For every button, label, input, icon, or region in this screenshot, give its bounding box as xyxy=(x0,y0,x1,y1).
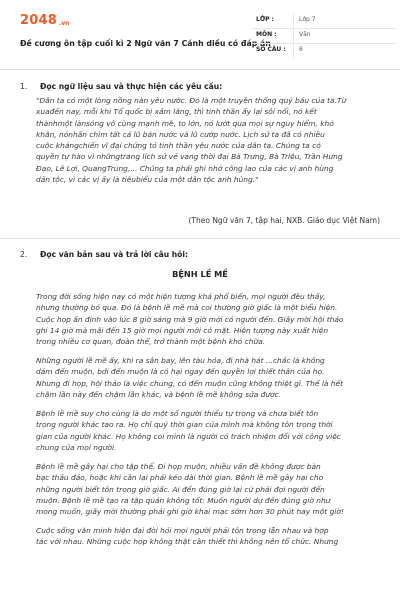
story-paragraph-3 xyxy=(36,408,381,453)
meta-key: MÔN : xyxy=(256,31,277,38)
passage-line: thànhmột lànsóng vô cùng mạnh mẽ, to lớn, nó lướt qua mọi sự nguy hiểm, khó xyxy=(36,118,334,128)
story-line: gian của người khác. Họ không coi mình là người có trách nhiệm đối với công việc xyxy=(36,431,341,441)
meta-row-class xyxy=(251,14,397,29)
passage-line: Đạo, Lê Lợi, QuangTrung,... Chúng ta phải ghi nhớ công lao của các vị anh hùng xyxy=(36,163,334,173)
meta-info-box xyxy=(251,14,397,58)
story-paragraph-5 xyxy=(36,525,381,548)
document-header xyxy=(18,14,382,62)
document-title: Đề cương ôn tập cuối kì 2 Ngữ văn 7 Cánh diều có đáp án xyxy=(20,39,271,48)
story-line: tác với nhau. Những cuộc họp không thật cần thiết thì không nên tổ chức. Nhưng xyxy=(36,537,339,547)
story-line: Bệnh lề mề suy cho cùng là do một số người thiếu tự trọng và chưa biết tôn xyxy=(36,409,319,418)
logo-text: 2048 xyxy=(20,13,57,28)
story-line: những người biết tôn trọng giờ giấc. Ai đến đúng giờ lại cứ phải đợi người đến xyxy=(36,484,325,494)
story-line: Nhưng đi họp, hội thảo là việc chung, có đến muộn cũng không thiệt gì. Thế là hết xyxy=(36,378,344,388)
story-line: Cuộc họp ấn định vào lúc 8 giờ sáng mà 9 giờ mới có người đến. Giấy mời hội thảo xyxy=(36,314,344,324)
header-divider xyxy=(0,69,400,70)
meta-row-question-count xyxy=(251,44,397,58)
story-line: chung của mọi người. xyxy=(36,442,117,452)
story-line: mong muốn, giấy mời thường phải ghi giờ khai mạc sớm hơn 30 phút hay một giờ! xyxy=(36,507,344,517)
story-line: nhưng thường bỏ qua. Đó là bệnh lề mề mà coi thường giờ giấc là một biểu hiện. xyxy=(36,303,338,313)
story-line: Bệnh lề mề gây hại cho tập thể. Đi họp muộn, nhiều vấn đề không được bàn xyxy=(36,462,321,471)
passage-1 xyxy=(36,95,381,185)
passage-line: xuađến nay, mỗi khi Tổ quốc bị xâm lăng, thì tinh thần ấy lại sôi nổi, nó kết xyxy=(36,107,317,117)
story-paragraph-4 xyxy=(36,461,381,517)
logo-domain: .vn xyxy=(58,20,70,27)
passage-line: cuộc khángchiến vĩ đại chứng tỏ tinh thần yêu nước của dân ta. Chúng ta có xyxy=(36,141,321,151)
story-paragraph-1 xyxy=(36,291,381,347)
question-number: 1. xyxy=(20,82,28,91)
meta-value: 6 xyxy=(299,46,303,53)
question-heading: Đọc văn bản sau và trả lời câu hỏi: xyxy=(40,250,189,259)
meta-value: Văn xyxy=(299,31,311,38)
story-line: trong nhiều cơ quan, đoàn thể, trở thành một bệnh khó chữa. xyxy=(36,337,266,347)
meta-value: Lớp 7 xyxy=(299,16,316,23)
passage-line: "Dân ta có một lòng nồng nàn yêu nước. Đó là một truyền thống quý báu của ta.Từ xyxy=(36,96,347,105)
question-number: 2. xyxy=(20,250,28,259)
story-paragraph-2 xyxy=(36,355,381,400)
meta-key: SỐ CÂU : xyxy=(256,46,286,53)
story-line: muộn. Bệnh lề mề tạo ra tập quán không tốt: Muốn người dự đến đúng giờ như xyxy=(36,495,331,505)
story-line: Trong đời sống hiện nay có một hiện tượng khá phổ biến, mọi người đều thấy, xyxy=(36,292,326,301)
story-line: ghi 14 giờ mà mãi đến 15 giờ mọi người mới có mặt. Hiện tượng này xuất hiện xyxy=(36,325,329,335)
story-line: trọng người khác tạo ra. Họ chỉ quý thời gian của mình mà không tôn trọng thời xyxy=(36,420,333,430)
section-divider xyxy=(0,238,400,239)
question-heading: Đọc ngữ liệu sau và thực hiện các yêu cầu: xyxy=(40,82,223,91)
story-title: BỆNH LỀ MỀ xyxy=(172,269,228,279)
passage-line: dân tộc, vì các vị ấy là tiêubiểu của một dân tộc anh hùng." xyxy=(36,175,259,185)
story-line: dám đến muộn, bởi đến muộn là có hại ngay đến quyền lợi thiết thân của họ. xyxy=(36,367,325,377)
passage-line: quyền tự hào vì nhữngtrang lịch sử vẻ vang thời đại Bà Trưng, Bà Triệu, Trần Hưng xyxy=(36,152,343,162)
story-line: Cuộc sống văn minh hiện đại đòi hỏi mọi người phải tôn trọng lẫn nhau và hợp xyxy=(36,526,329,535)
site-logo[interactable] xyxy=(20,14,69,28)
passage-citation: (Theo Ngữ văn 7, tập hai, NXB. Giáo dục Việt Nam) xyxy=(188,216,380,225)
meta-row-subject xyxy=(251,29,397,44)
story-line: bạc thấu đáo, hoặc khi cần lại phải kéo dài thời gian. Bệnh lề mề gây hại cho xyxy=(36,473,324,483)
story-line: Những người lề mề ấy, khi ra sân bay, lên tàu hỏa, đi nhà hát ...chắc là không xyxy=(36,356,325,365)
story-line: chậm lần này đến chậm lần khác, và bệnh lề mề không sửa được. xyxy=(36,389,282,399)
passage-line: khăn, nónhấn chìm tất cả lũ bán nước và lũ cướp nước. Lịch sử ta đã có nhiều xyxy=(36,129,325,139)
meta-key: LỚP : xyxy=(256,16,274,23)
